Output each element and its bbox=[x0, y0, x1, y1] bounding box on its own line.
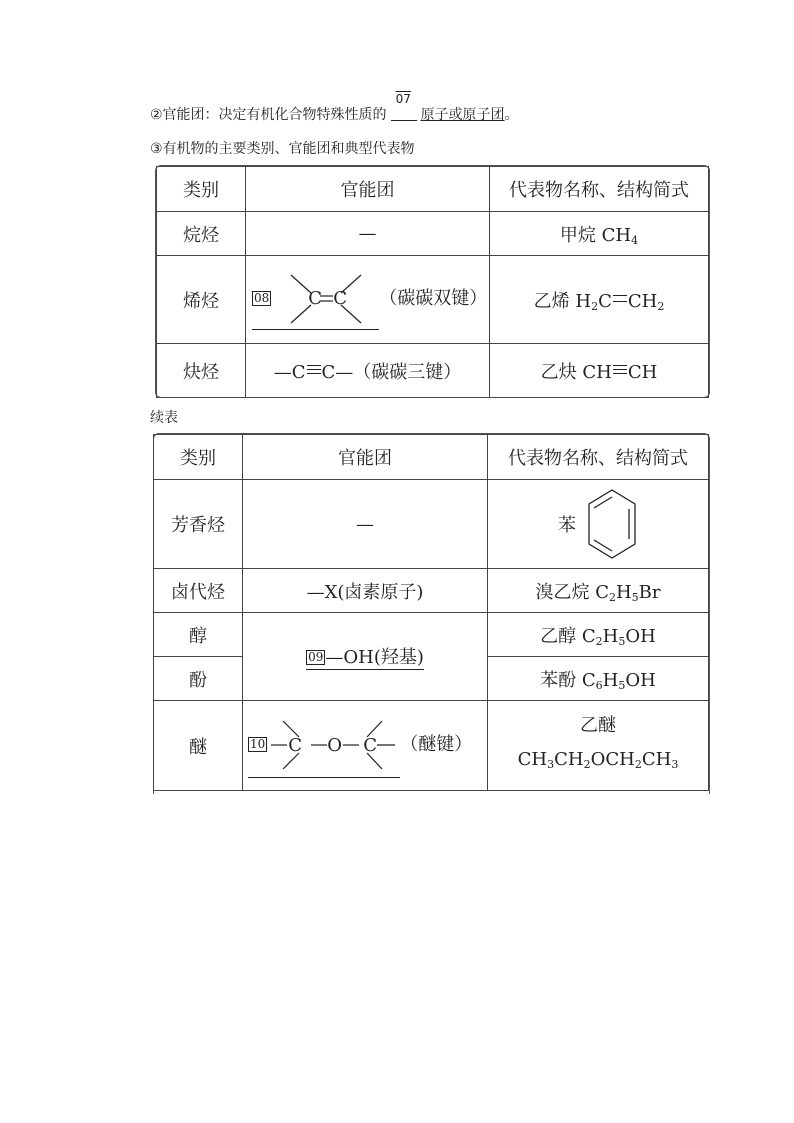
rep-text: 溴乙烷 C bbox=[535, 581, 609, 603]
intro-line-2: ③有机物的主要类别、官能团和典型代表物 bbox=[150, 141, 415, 157]
rep-sub: 2 bbox=[634, 758, 642, 771]
header-representative: 代表物名称、结构简式 bbox=[488, 435, 709, 480]
category-cell: 芳香烃 bbox=[154, 480, 243, 569]
category-cell: 醇 bbox=[154, 613, 243, 657]
rep-text: Br bbox=[638, 581, 661, 603]
blank-answer: 原子或原子团 bbox=[420, 107, 505, 123]
ether-carbon-right: C bbox=[363, 735, 378, 756]
hydroxyl-answer bbox=[306, 643, 424, 670]
answer-tag-08: 08 bbox=[254, 291, 270, 305]
triple-bond-symbol bbox=[307, 365, 321, 374]
ether-bond-desc: （醚键） bbox=[400, 734, 473, 755]
rep-cell bbox=[490, 344, 709, 398]
fill-blank-07 bbox=[391, 92, 417, 121]
table-2-header-row bbox=[154, 435, 709, 480]
answer-tag-10: 10 bbox=[250, 737, 266, 751]
rep-text: CH bbox=[627, 290, 658, 312]
rep-text: H bbox=[615, 581, 632, 603]
table-1 bbox=[156, 166, 709, 398]
double-bond-symbol bbox=[613, 295, 627, 302]
cc-double-bond-structure bbox=[277, 269, 375, 329]
group-text: —C bbox=[273, 361, 306, 383]
rep-text: CH bbox=[517, 749, 548, 770]
rep-text: OCH bbox=[590, 749, 635, 770]
rep-formula bbox=[488, 743, 708, 782]
rep-cell bbox=[488, 701, 709, 791]
rep-text: C bbox=[598, 290, 612, 312]
rep-cell bbox=[490, 212, 709, 256]
rep-text: 甲烷 CH bbox=[559, 224, 632, 246]
rep-sub: 5 bbox=[631, 590, 639, 604]
carbon-right: C bbox=[333, 288, 348, 309]
benzene-ring-icon bbox=[586, 487, 638, 561]
rep-text: 苯酚 C bbox=[540, 669, 596, 691]
group-cell: — bbox=[246, 212, 490, 256]
group-text: C bbox=[321, 361, 336, 383]
rep-sub: 3 bbox=[671, 758, 679, 771]
ether-carbon-left: C bbox=[288, 735, 303, 756]
category-cell: 烯烃 bbox=[157, 256, 246, 344]
double-bond-desc: （碳碳双键） bbox=[379, 288, 488, 309]
table-row bbox=[157, 256, 709, 344]
blank-number: 07 bbox=[395, 92, 411, 106]
table-1-header-row bbox=[157, 167, 709, 212]
group-cell: —X(卤素原子) bbox=[243, 569, 488, 613]
rep-sub: 6 bbox=[595, 678, 603, 692]
table-2 bbox=[153, 434, 709, 791]
category-cell: 炔烃 bbox=[157, 344, 246, 398]
category-cell: 醚 bbox=[154, 701, 243, 791]
rep-cell bbox=[488, 657, 709, 701]
intro-line-1 bbox=[150, 92, 519, 124]
ether-answer bbox=[248, 713, 400, 778]
header-representative: 代表物名称、结构简式 bbox=[490, 167, 709, 212]
group-text: —OH(羟基) bbox=[325, 647, 424, 668]
continued-label: 续表 bbox=[150, 410, 178, 426]
rep-text: CH bbox=[627, 361, 658, 383]
rep-text: CH bbox=[554, 749, 584, 770]
header-category: 类别 bbox=[154, 435, 243, 480]
double-bond-lines bbox=[277, 269, 375, 329]
rep-text: CH bbox=[641, 749, 672, 770]
rep-text: 乙醇 C bbox=[540, 625, 596, 647]
rep-text: 乙炔 CH bbox=[540, 361, 612, 383]
rep-cell bbox=[488, 569, 709, 613]
group-cell bbox=[243, 613, 488, 701]
table-row bbox=[157, 344, 709, 398]
rep-sub: 5 bbox=[618, 678, 626, 692]
rep-cell bbox=[488, 613, 709, 657]
alkene-answer bbox=[252, 269, 379, 330]
rep-cell bbox=[488, 480, 709, 569]
group-text: —（碳碳三键） bbox=[335, 361, 462, 383]
header-category: 类别 bbox=[157, 167, 246, 212]
rep-name: 乙醚 bbox=[580, 715, 616, 736]
intro-end: 。 bbox=[504, 107, 519, 123]
header-functional-group: 官能团 bbox=[246, 167, 490, 212]
rep-text: OH bbox=[625, 625, 656, 647]
header-functional-group: 官能团 bbox=[243, 435, 488, 480]
table-row bbox=[157, 212, 709, 256]
rep-sub: 2 bbox=[583, 758, 591, 771]
group-cell bbox=[243, 701, 488, 791]
triple-bond-symbol bbox=[613, 365, 627, 374]
rep-sub: 5 bbox=[618, 634, 626, 648]
rep-cell bbox=[490, 256, 709, 344]
category-cell: 烷烃 bbox=[157, 212, 246, 256]
category-cell: 酚 bbox=[154, 657, 243, 701]
group-cell bbox=[246, 256, 490, 344]
rep-text: 乙烯 H bbox=[533, 290, 592, 312]
ether-oxygen: O bbox=[327, 735, 343, 756]
table-row bbox=[154, 701, 709, 791]
table-row bbox=[154, 613, 709, 657]
ether-structure bbox=[269, 713, 397, 777]
rep-sub: 2 bbox=[595, 634, 603, 648]
rep-sub: 4 bbox=[631, 233, 639, 247]
rep-sub: 2 bbox=[608, 590, 616, 604]
carbon-left: C bbox=[308, 288, 323, 309]
rep-text: OH bbox=[625, 669, 656, 691]
rep-sub: 2 bbox=[657, 299, 665, 313]
category-cell: 卤代烃 bbox=[154, 569, 243, 613]
answer-tag-09: 09 bbox=[308, 650, 324, 664]
rep-sub: 3 bbox=[547, 758, 555, 771]
group-cell: — bbox=[243, 480, 488, 569]
intro-prefix: ②官能团：决定有机化合物特殊性质的 bbox=[150, 107, 387, 123]
benzene-ring-structure bbox=[586, 487, 638, 561]
table-row bbox=[154, 480, 709, 569]
rep-text: H bbox=[602, 625, 619, 647]
rep-text: 苯 bbox=[558, 515, 576, 536]
group-cell bbox=[246, 344, 490, 398]
rep-text: H bbox=[602, 669, 619, 691]
rep-sub: 2 bbox=[591, 299, 599, 313]
table-row bbox=[154, 569, 709, 613]
